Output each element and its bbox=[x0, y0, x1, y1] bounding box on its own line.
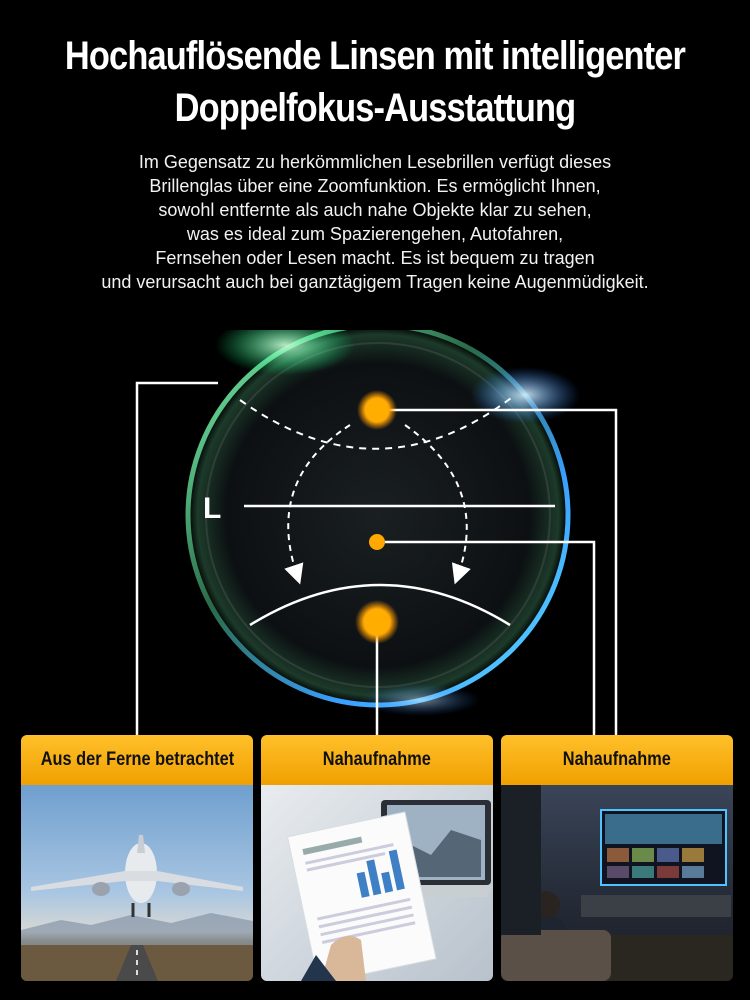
card-distance bbox=[21, 735, 253, 981]
description-line: Brillenglas über eine Zoomfunktion. Es ermöglicht Ihnen, bbox=[149, 176, 601, 196]
card-label: Aus der Ferne betrachtet bbox=[40, 749, 234, 770]
card-reading bbox=[261, 735, 493, 981]
card-label: Nahaufnahme bbox=[562, 749, 672, 770]
page-title bbox=[53, 30, 698, 134]
description-line: sowohl entfernte als auch nahe Objekte klar zu sehen, bbox=[158, 200, 592, 220]
card-label: Nahaufnahme bbox=[322, 749, 432, 770]
title-line-2: Doppelfokus-Ausstattung bbox=[174, 86, 576, 130]
description-line: und verursacht auch bei ganztägigem Tragen keine Augenmüdigkeit. bbox=[101, 272, 649, 292]
airplane-image bbox=[21, 785, 253, 981]
tv-image bbox=[501, 785, 733, 981]
description-line: was es ideal zum Spazierengehen, Autofahren, bbox=[186, 224, 564, 244]
title-line-1: Hochauflösende Linsen mit intelligenter bbox=[64, 34, 686, 78]
description-line: Im Gegensatz zu herkömmlichen Lesebrillen verfügt dieses bbox=[138, 152, 612, 172]
lens-label: L bbox=[203, 492, 222, 525]
focus-dot-bottom bbox=[366, 611, 388, 633]
focus-dot-top bbox=[367, 400, 387, 420]
focus-dot-mid bbox=[369, 534, 385, 550]
card-tv bbox=[501, 735, 733, 981]
lens-diagram bbox=[0, 330, 750, 735]
card-header bbox=[501, 735, 733, 785]
reading-image bbox=[261, 785, 493, 981]
description-line: Fernsehen oder Lesen macht. Es ist bequem zu tragen bbox=[155, 248, 595, 268]
card-header bbox=[261, 735, 493, 785]
description bbox=[0, 150, 750, 294]
card-header bbox=[21, 735, 253, 785]
